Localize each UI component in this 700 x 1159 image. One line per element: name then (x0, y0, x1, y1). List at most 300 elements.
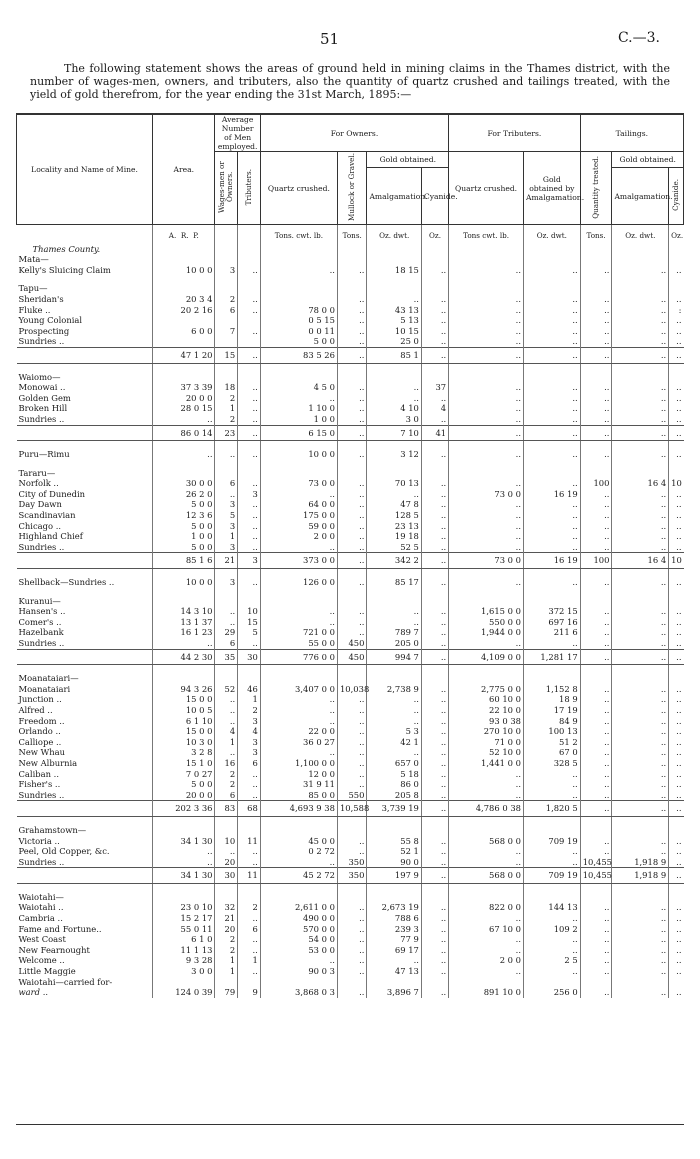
value-cell: 36 0 27 (260, 737, 337, 748)
value-cell: .. (337, 846, 366, 857)
value-cell: .. (669, 414, 684, 425)
value-cell: .. (421, 801, 448, 817)
value-cell: .. (337, 987, 366, 998)
value-cell: 47 1 20 (153, 347, 215, 363)
table-row (17, 726, 684, 737)
value-cell: 93 0 38 (449, 716, 524, 727)
value-cell: .. (153, 857, 215, 868)
value-cell: 128 5 (367, 510, 421, 521)
spacer-cell (449, 460, 524, 468)
empty-cell (215, 283, 238, 294)
empty-cell (153, 825, 215, 836)
value-cell: .. (612, 577, 669, 588)
spacer-cell (153, 569, 215, 578)
mine-name: Calliope .. (18, 736, 62, 747)
spacer-cell (612, 460, 669, 468)
value-cell: .. (367, 294, 421, 305)
value-cell: .. (580, 510, 612, 521)
spacer-cell (367, 460, 421, 468)
spacer-cell (337, 441, 366, 450)
value-cell: 42 1 (367, 737, 421, 748)
value-cell: .. (421, 414, 448, 425)
spacer-row (17, 569, 684, 578)
empty-cell (215, 468, 238, 479)
value-cell: .. (612, 265, 669, 276)
value-cell: .. (612, 716, 669, 727)
value-cell: .. (580, 449, 612, 460)
spacer-cell (524, 275, 581, 283)
empty-cell (449, 254, 524, 265)
spacer-cell (524, 665, 581, 674)
empty-cell (449, 372, 524, 383)
value-cell: .. (449, 305, 524, 316)
value-cell: .. (449, 542, 524, 553)
value-cell: .. (421, 955, 448, 966)
value-cell: .. (669, 521, 684, 532)
value-cell: 2 0 0 (449, 955, 524, 966)
value-cell: .. (421, 846, 448, 857)
value-cell: 5 0 0 (153, 499, 215, 510)
value-cell: .. (669, 987, 684, 998)
value-cell: 30 (215, 868, 238, 884)
value-cell: 14 3 10 (153, 606, 215, 617)
empty-cell (449, 283, 524, 294)
value-cell: .. (524, 769, 581, 780)
value-cell: 43 13 (367, 305, 421, 316)
county-name: Thames County. (32, 243, 101, 254)
empty-cell (153, 673, 215, 684)
value-cell: 6 1 10 (153, 716, 215, 727)
value-cell: 2,673 19 (367, 902, 421, 913)
value-cell: .. (238, 945, 261, 956)
value-cell: .. (524, 315, 581, 326)
value-cell: .. (337, 747, 366, 758)
value-cell: .. (580, 617, 612, 628)
value-cell: .. (367, 382, 421, 393)
mine-name: New Fearnought (18, 944, 90, 955)
value-cell: 52 10 0 (449, 747, 524, 758)
table-row (17, 531, 684, 542)
empty-cell (580, 825, 612, 836)
empty-cell (215, 254, 238, 265)
header-tailings-gold: Gold obtained. (612, 152, 684, 168)
table-row (17, 606, 684, 617)
spacer-cell (153, 883, 215, 892)
spacer-cell (524, 363, 581, 372)
value-cell: .. (449, 857, 524, 868)
header-gold-obtained: Gold obtained. (367, 152, 449, 168)
value-cell: .. (337, 617, 366, 628)
value-cell: .. (612, 924, 669, 935)
value-cell: .. (238, 425, 261, 441)
empty-cell (153, 596, 215, 607)
empty-cell (421, 244, 448, 255)
value-cell: .. (260, 694, 337, 705)
value-cell: 79 (215, 987, 238, 998)
value-cell: 60 10 0 (449, 694, 524, 705)
spacer-cell (260, 363, 337, 372)
spacer-cell (238, 883, 261, 892)
value-cell: .. (580, 801, 612, 817)
value-cell: .. (580, 726, 612, 737)
value-cell: .. (449, 577, 524, 588)
value-cell: .. (337, 779, 366, 790)
value-cell: .. (238, 966, 261, 977)
value-cell: .. (612, 737, 669, 748)
value-cell: .. (524, 779, 581, 790)
value-cell: .. (669, 694, 684, 705)
empty-cell (367, 468, 421, 479)
value-cell: 328 5 (524, 758, 581, 769)
value-cell: .. (238, 913, 261, 924)
value-cell: 1,615 0 0 (449, 606, 524, 617)
value-cell: 51 2 (524, 737, 581, 748)
value-cell: .. (260, 716, 337, 727)
spacer-cell (238, 588, 261, 596)
value-cell: 10,455 (580, 857, 612, 868)
value-cell: .. (367, 747, 421, 758)
table-row (17, 521, 684, 532)
value-cell: 2 (238, 902, 261, 913)
mine-name: Hansen's .. (18, 606, 66, 617)
value-cell: 52 1 (367, 846, 421, 857)
empty-cell (612, 468, 669, 479)
value-cell: 1 10 0 (260, 403, 337, 414)
value-cell: 109 2 (524, 924, 581, 935)
value-cell: .. (612, 987, 669, 998)
table-row (17, 414, 684, 425)
spacer-cell (215, 441, 238, 450)
value-cell: .. (669, 924, 684, 935)
value-cell: 52 (215, 684, 238, 695)
value-cell: .. (337, 315, 366, 326)
value-cell: .. (580, 684, 612, 695)
value-cell: .. (260, 955, 337, 966)
value-cell: 69 17 (367, 945, 421, 956)
value-cell: 15 (215, 347, 238, 363)
value-cell: .. (580, 716, 612, 727)
table-row (17, 684, 684, 695)
mine-name: Welcome .. (18, 955, 65, 966)
value-cell: .. (612, 336, 669, 347)
value-cell: .. (337, 758, 366, 769)
spacer-cell (153, 363, 215, 372)
value-cell: .. (524, 393, 581, 404)
empty-cell (337, 283, 366, 294)
spacer-cell (260, 460, 337, 468)
value-cell: 31 9 11 (260, 779, 337, 790)
value-cell: 90 0 (367, 857, 421, 868)
value-cell: .. (153, 449, 215, 460)
value-cell: 6 (215, 790, 238, 801)
spacer-cell (367, 588, 421, 596)
value-cell: .. (580, 305, 612, 316)
value-cell: .. (421, 499, 448, 510)
value-cell: 3 12 (367, 449, 421, 460)
empty-cell (215, 825, 238, 836)
value-cell: .. (421, 836, 448, 847)
value-cell: 1,918 9 (612, 868, 669, 884)
mine-name: Kelly's Sluicing Claim (18, 264, 111, 275)
table-row (17, 934, 684, 945)
empty-cell (153, 977, 215, 988)
mine-name: Highland Chief (18, 531, 83, 542)
value-cell: 68 (238, 801, 261, 817)
value-cell: 10 0 0 (153, 265, 215, 276)
table-row (17, 478, 684, 489)
value-cell: 3,407 0 0 (260, 684, 337, 695)
value-cell: .. (612, 966, 669, 977)
value-cell: 2,775 0 0 (449, 684, 524, 695)
value-cell: 20 (215, 924, 238, 935)
spacer-cell (367, 441, 421, 450)
value-cell: .. (337, 934, 366, 945)
value-cell: .. (524, 934, 581, 945)
value-cell: .. (421, 684, 448, 695)
value-cell: .. (238, 934, 261, 945)
table-row (17, 577, 684, 588)
value-cell: .. (524, 846, 581, 857)
value-cell: .. (580, 414, 612, 425)
value-cell: 10 (669, 478, 684, 489)
value-cell: 2 5 (524, 955, 581, 966)
table-row (17, 305, 684, 316)
empty-cell (215, 372, 238, 383)
empty-cell (421, 468, 448, 479)
table-row (17, 966, 684, 977)
table-row (17, 705, 684, 716)
mine-name (17, 425, 153, 441)
value-cell: .. (153, 846, 215, 857)
value-cell: 73 0 0 (449, 489, 524, 500)
spacer-cell (669, 441, 684, 450)
value-cell: .. (215, 617, 238, 628)
value-cell: .. (153, 414, 215, 425)
empty-cell (612, 596, 669, 607)
value-cell: .. (238, 531, 261, 542)
value-cell: .. (524, 531, 581, 542)
value-cell: 1,281 17 (524, 649, 581, 665)
value-cell: .. (612, 790, 669, 801)
empty-cell (524, 468, 581, 479)
value-cell: .. (669, 627, 684, 638)
value-cell: 16 4 (612, 478, 669, 489)
value-cell: .. (337, 577, 366, 588)
empty-cell (260, 254, 337, 265)
value-cell: .. (449, 913, 524, 924)
value-cell: 0 5 15 (260, 315, 337, 326)
value-cell: .. (260, 265, 337, 276)
value-cell: 83 5 26 (260, 347, 337, 363)
value-cell: 550 0 0 (449, 617, 524, 628)
value-cell: .. (580, 945, 612, 956)
value-cell: .. (669, 902, 684, 913)
value-cell: 2 (238, 705, 261, 716)
value-cell: 202 3 36 (153, 801, 215, 817)
units-row (17, 225, 684, 244)
value-cell: .. (669, 425, 684, 441)
value-cell: 15 (238, 617, 261, 628)
value-cell: .. (612, 542, 669, 553)
value-cell: .. (421, 521, 448, 532)
value-cell: .. (612, 945, 669, 956)
spacer-cell (669, 816, 684, 825)
empty-cell (524, 825, 581, 836)
empty-cell (612, 825, 669, 836)
empty-cell (238, 254, 261, 265)
value-cell: .. (669, 336, 684, 347)
value-cell: .. (337, 326, 366, 337)
mine-name: Alfred .. (18, 704, 53, 715)
spacer-cell (580, 441, 612, 450)
value-cell: .. (337, 393, 366, 404)
empty-cell (524, 596, 581, 607)
spacer-cell (669, 883, 684, 892)
empty-cell (421, 372, 448, 383)
value-cell: .. (337, 265, 366, 276)
table-row (17, 265, 684, 276)
value-cell: 34 1 30 (153, 836, 215, 847)
value-cell: .. (215, 747, 238, 758)
mine-name: New Alburnia (18, 757, 78, 768)
value-cell: 6 (215, 478, 238, 489)
empty-cell (215, 977, 238, 988)
empty-cell (421, 892, 448, 903)
header-tailings: Tailings. (580, 114, 683, 152)
mine-name: Moanataiari (18, 683, 71, 694)
empty-cell (580, 372, 612, 383)
value-cell: 568 0 0 (449, 836, 524, 847)
empty-cell (260, 673, 337, 684)
value-cell: .. (669, 716, 684, 727)
spacer-cell (238, 275, 261, 283)
page-reference: C.—3. (617, 30, 660, 46)
value-cell: .. (337, 478, 366, 489)
spacer-cell (238, 363, 261, 372)
empty-cell (612, 283, 669, 294)
value-cell: .. (421, 726, 448, 737)
header-gold-by-amalg: Gold obtained by Amalgamation. (524, 152, 581, 225)
spacer-cell (421, 363, 448, 372)
header-mullock: Mullock or Gravel. (347, 153, 357, 221)
value-cell: .. (367, 955, 421, 966)
page-number: 51 (320, 30, 340, 48)
group-name: Kuranui— (18, 595, 61, 606)
value-cell: .. (215, 449, 238, 460)
value-cell: 30 (238, 649, 261, 665)
value-cell: .. (669, 499, 684, 510)
empty-cell (153, 283, 215, 294)
mine-name (17, 553, 153, 569)
value-cell: 16 (215, 758, 238, 769)
value-cell: .. (612, 769, 669, 780)
value-cell: 15 1 0 (153, 758, 215, 769)
value-cell: .. (421, 627, 448, 638)
value-cell: 37 (421, 382, 448, 393)
mine-name: Hazelbank (18, 627, 64, 638)
empty-cell (421, 825, 448, 836)
value-cell: 175 0 0 (260, 510, 337, 521)
value-cell: .. (612, 606, 669, 617)
table-row (17, 758, 684, 769)
value-cell: .. (669, 382, 684, 393)
table-row (17, 716, 684, 727)
value-cell: 1,441 0 0 (449, 758, 524, 769)
spacer-cell (337, 816, 366, 825)
empty-cell (612, 892, 669, 903)
value-cell: 20 3 4 (153, 294, 215, 305)
table-row (17, 987, 684, 998)
value-cell: .. (612, 326, 669, 337)
spacer-cell (612, 569, 669, 578)
value-cell: 78 0 0 (260, 305, 337, 316)
value-cell: .. (449, 499, 524, 510)
empty-cell (215, 596, 238, 607)
spacer-cell (215, 275, 238, 283)
value-cell: .. (421, 694, 448, 705)
mine-name: Monowai .. (18, 382, 66, 393)
value-cell: .. (337, 542, 366, 553)
table-row (17, 846, 684, 857)
group-heading-row (17, 596, 684, 607)
value-cell: 67 10 0 (449, 924, 524, 935)
value-cell: .. (612, 521, 669, 532)
value-cell: .. (580, 315, 612, 326)
value-cell: : (669, 305, 684, 316)
spacer-cell (612, 441, 669, 450)
empty-cell (612, 673, 669, 684)
empty-cell (669, 283, 684, 294)
value-cell: 7 10 (367, 425, 421, 441)
value-cell: .. (449, 521, 524, 532)
table-row (17, 945, 684, 956)
value-cell: .. (580, 627, 612, 638)
value-cell: .. (612, 846, 669, 857)
value-cell: 12 3 6 (153, 510, 215, 521)
value-cell: 1 (215, 531, 238, 542)
value-cell: 788 6 (367, 913, 421, 924)
value-cell: .. (580, 265, 612, 276)
value-cell: 15 0 0 (153, 694, 215, 705)
mine-name: Peel, Old Copper, &c. (18, 846, 110, 857)
spacer-cell (238, 665, 261, 674)
spacer-cell (367, 883, 421, 892)
value-cell: 6 0 0 (153, 326, 215, 337)
value-cell: 73 0 0 (449, 553, 524, 569)
value-cell: 55 0 0 (260, 638, 337, 649)
spacer-cell (449, 275, 524, 283)
value-cell: .. (580, 966, 612, 977)
value-cell: 16 4 (612, 553, 669, 569)
spacer-cell (17, 816, 153, 825)
empty-cell (669, 892, 684, 903)
value-cell: .. (669, 531, 684, 542)
empty-cell (367, 283, 421, 294)
empty-cell (337, 892, 366, 903)
table-row (17, 294, 684, 305)
value-cell: 7 (215, 326, 238, 337)
group-name: Waiomo— (18, 371, 61, 382)
empty-cell (580, 892, 612, 903)
value-cell: 350 (337, 857, 366, 868)
empty-cell (524, 977, 581, 988)
value-cell: 4,693 9 38 (260, 801, 337, 817)
spacer-cell (337, 665, 366, 674)
value-cell: .. (612, 779, 669, 790)
value-cell: 721 0 0 (260, 627, 337, 638)
value-cell: 6 (215, 305, 238, 316)
value-cell: 490 0 0 (260, 913, 337, 924)
